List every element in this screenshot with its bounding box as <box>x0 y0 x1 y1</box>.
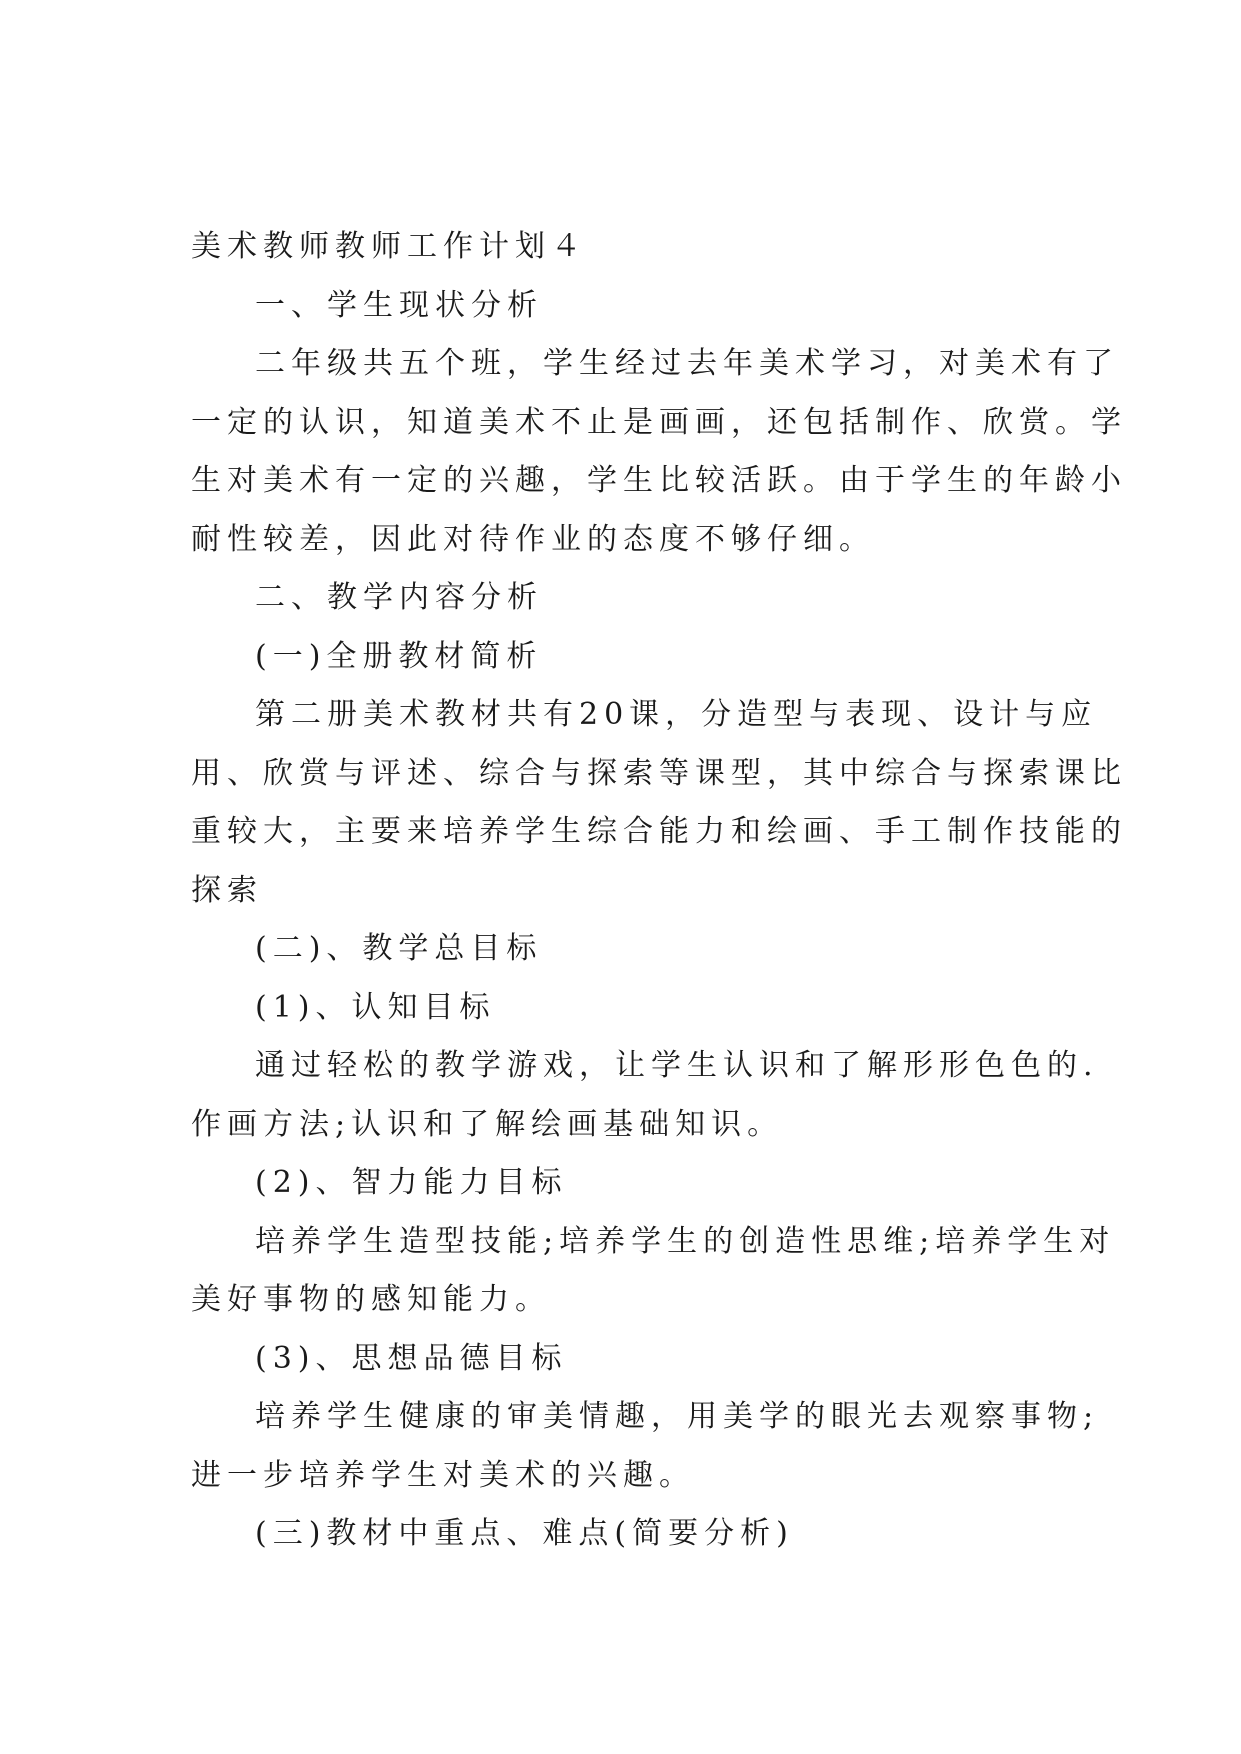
document-line: 生对美术有一定的兴趣，学生比较活跃。由于学生的年龄小 <box>191 463 1127 498</box>
document-line: 美好事物的感知能力。 <box>191 1282 551 1317</box>
document-line: (一)全册教材简析 <box>255 638 543 674</box>
document-line: 二、教学内容分析 <box>255 580 543 615</box>
document-line: 一、学生现状分析 <box>255 287 543 323</box>
document-line: 耐性较差，因此对待作业的态度不够仔细。 <box>191 521 875 557</box>
document-title: 美术教师教师工作计划４ <box>191 229 587 264</box>
document-line: (1)、认知目标 <box>255 989 496 1025</box>
document-line: 进一步培养学生对美术的兴趣。 <box>191 1457 695 1493</box>
document-line: 重较大，主要来培养学生综合能力和绘画、手工制作技能的 <box>191 814 1127 849</box>
document-line: 第二册美术教材共有20课，分造型与表现、设计与应 <box>255 697 1098 732</box>
document-line: 通过轻松的教学游戏，让学生认识和了解形形色色的. <box>255 1048 1099 1083</box>
document-body <box>191 277 1127 1564</box>
document-line: (3)、思想品德目标 <box>255 1340 568 1376</box>
document-line: (2)、智力能力目标 <box>255 1165 568 1200</box>
document-line: (三)教材中重点、难点(简要分析) <box>255 1516 794 1551</box>
document-line: 一定的认识，知道美术不止是画画，还包括制作、欣赏。学 <box>191 404 1127 440</box>
document-line: 探索 <box>191 872 263 908</box>
document-line: 培养学生造型技能;培养学生的创造性思维;培养学生对 <box>255 1223 1116 1259</box>
document-line: 二年级共五个班，学生经过去年美术学习，对美术有了 <box>255 346 1119 381</box>
document-line: 作画方法;认识和了解绘画基础知识。 <box>191 1106 784 1142</box>
document-page <box>191 218 1127 1564</box>
document-line: 用、欣赏与评述、综合与探索等课型，其中综合与探索课比 <box>191 755 1127 791</box>
document-line: (二)、教学总目标 <box>255 931 543 966</box>
document-line: 培养学生健康的审美情趣，用美学的眼光去观察事物; <box>255 1399 1100 1434</box>
